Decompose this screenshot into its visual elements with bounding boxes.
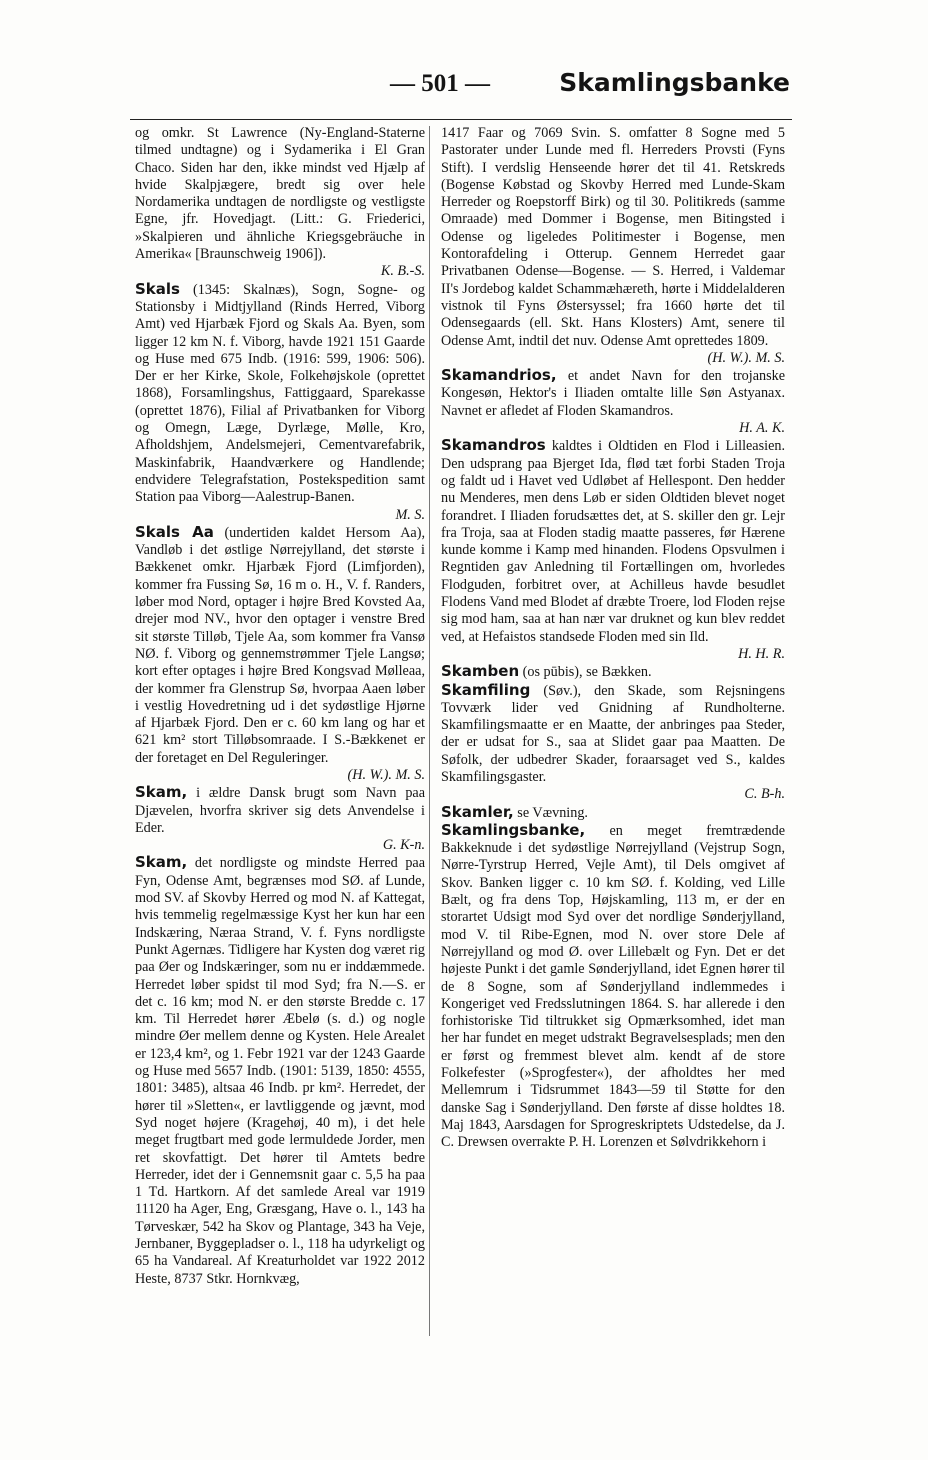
entry-signature: H. H. R. [738, 645, 785, 662]
entry-signature: M. S. [395, 506, 425, 523]
right-column [441, 125, 785, 1152]
entry-headword: Skals Aa [135, 522, 214, 541]
entry-headword: Skamlingsbanke, [441, 820, 586, 839]
entry-skals-aa [135, 524, 425, 767]
column-divider [429, 126, 430, 1336]
entry-text: og omkr. St Lawrence (Ny-England-Staterne tilmed undtagne) og i Sydamerika i El Gran Chaco. Siden har den, ikke mindst ved Hjælp af hvide Skalpjægere, bredt sig over hele Nordamerika undtagen de nordligste og vestligste Egne, jfr. Hovedjagt. (Litt.: G. Friederici, »Skalpieren und ähnliche Kriegsgebräuche in Amerika« [Braunschweig 1906]). [135, 125, 425, 263]
entry-text: 1417 Faar og 7069 Svin. S. omfatter 8 Sogne med 5 Pastorater under Lunde med fl. Herreders Provsti (Fyns Stift). I verdslig Henseende hører det til 41. Retskreds (Bogense Købstad og Skovby Herred med Lunde-Skam Herreder og Roepstorff Birk) og til 30. Politikreds (samme Omraade) med Dommer i Bogense, men Bitingsted i Odense og ligeledes Politimester i Bogense, men Kontorafdeling i Otterup. Gennem Herredet gaar Privatbanen Odense—Bogense. — S. Herred, i Valdemar II's Jordebog kaldet Schammæhæreth, hørte i Middelalderen vistnok til Fyns Østersyssel; fra 1660 hørte det til Odensegaards (ell. Skt. Hans Klosters) Amt, senere til Odense Amt, indtil det nuv. Odense Amt oprettedes 1809. [441, 125, 785, 349]
entry-headword: Skamler, [441, 802, 514, 821]
entry-skamben [441, 663, 785, 681]
entry-headword: Skamandrios, [441, 366, 557, 385]
entry-skamler [441, 804, 785, 822]
entry-headword: Skamfiling [441, 680, 531, 699]
entry-skals [135, 281, 425, 507]
entry-body: det nordligste og mindste Herred paa Fyn, Odense Amt, begrænses mod SØ. af Lunde, mod SV. af Skovby Herred og mod N. af Kattegat, hvis temmelig regelmæssige Kyst her kun har een Indskæring, Næraa Strand, V. f. Fyns nordligste Punkt Agernæs. Tidligere har Kysten dog været rig paa Øer og Indskæringer, som nu er inddæmmede. Herredet løber spidst til mod Syd; fra N.—S. er det c. 16 km; mod N. er den største Bredde c. 17 km. Til Herredet hører Æbelø (s. d.) og nogle mindre Øer mellem denne og Kysten. Hele Arealet er 123,4 km², og 1. Febr 1921 var der 1243 Gaarde og Huse med 5657 Indb. (1901: 5139, 1850: 4555, 1801: 3485), altsaa 46 Indb. pr km². Herredet, der hører til »Sletten«, er lavtliggende og jævnt, mod Syd noget højere (Kragehøj, 40 m), i det hele meget frugtbart med gode lermuldede Jorder, men ret skovfattigt. Det hører til Amtets bedre Herreder, idet der i Gennemsnit gaar c. 5,5 ha paa 1 Td. Hartkorn. Af det samlede Areal var 1919 11120 ha Ager, Eng, Græsgang, Have o. l., 143 ha Tørveskær, 542 ha Skov og Plantage, 343 ha Veje, Jernbaner, Byggepladser o. l., 118 ha udyrkeligt og 65 ha Vandareal. Af Kreaturholdet var 1922 2012 Heste, 8737 Stkr. Hornkvæg, [135, 855, 426, 1287]
entry-signature: (H. W.). M. S. [707, 349, 785, 366]
entry-signature: G. K-n. [382, 837, 425, 854]
entry-body: se Vævning. [517, 804, 588, 821]
entry-body: kaldtes i Oldtiden en Flod i Lilleasien. Den udsprang paa Bjerget Ida, flød tæt forbi Staden Troja og faldt ud i Havet ved Udløbet af Hellespont. Den hedder nu Menderes, men dens Løb er siden Oldtiden blevet noget forandret. I Iliaden forudsættes det, at S. skiller den gr. Lejr fra Troja, saa at Floden stadig maatte passeres, før Hærene kunde komme i Kamp med hinanden. Flodens Opsvulmen i Regntiden gav Anledning til Fortællingen om, hvorledes Flodguden, forbitret over, at Achilleus havde besudlet Flodens Vand med Blodet af dræbte Troere, lod Floden rejse sig mod ham, saa at han nær var druknet og kun blev reddet ved, at Hefaistos standsede Floden med sin Ild. [441, 438, 786, 645]
entry-body: (undertiden kaldet Hersom Aa), Vandløb i det østlige Nørrejylland, det største i Bækkenet omkr. Hjarbæk Fjord (Limfjorden), kommer fra Fussing Sø, 16 m o. H., V. f. Randers, løber mod Nord, optager i højre Bred Kovsted Aa, drejer mod NV., hvor den optager i venstre Bred sit største Tilløb, Tjele Aa, som kommer fra Vansø NØ. f. Viborg og gennemstrømmer Tjele Langsø; kort efter optages i højre Bred Kongsvad Mølleaa, der kommer fra Glenstrup Sø, hvorpaa Aaen løber i vestlig Hovedretning ud i det sydøstlige Hjørne af Hjarbæk Fjord. Den er c. 60 km lang og har et 621 km² stort Tilløbsomraade. I S.-Bækkenet er der foretaget en Del Reguleringer. [135, 524, 426, 766]
entry-headword: Skam, [135, 853, 188, 872]
entry-headword: Skam, [135, 783, 188, 802]
entry-skamfiling [441, 682, 785, 787]
entry-signature: H. A. K. [739, 420, 785, 437]
entry-signature: C. B-h. [744, 786, 785, 803]
entry-body: (1345: Skalnæs), Sogn, Sogne- og Stationsby i Midtjylland (Rinds Herred, Viborg Amt) ved Hjarbæk Fjord og Skals Aa. Byen, som ligger 12 km N. f. Viborg, havde 1921 151 Gaarde og Huse med 675 Indb. (1916: 599, 1906: 506). Der er her Kirke, Skole, Folkehøjskole (oprettet 1868), Forsamlingshus, Fattiggaard, Sparekasse (oprettet 1876), Filial af Privatbanken for Viborg og Omegn, Læge, Dyrlæge, Mølle, Kro, Afholdshjem, Andelsmejeri, Cementvarefabrik, Maskinfabrik, Haandværkere og Handlende; endvidere Telegrafstation, Postekspedition samt Station paa Viborg—Aalestrup-Banen. [135, 281, 425, 506]
page-number: — 501 — [390, 70, 490, 97]
entry-skam-2 [135, 854, 425, 1287]
entry-signature: (H. W.). M. S. [347, 766, 425, 783]
header-rule [130, 119, 792, 120]
entry-body: et andet Navn for den trojanske Kongesøn, Hektor's i Iliaden omtalte lille Søn Astyanax. Navnet er afledet af Floden Skamandros. [441, 368, 786, 419]
entry-body: (Søv.), den Skade, som Rejsningens Tovværk lider ved Gnidning af Rundholterne. Skamfilingsmaatte er en Maatte, der anbringes paa Steder, der er udsat for S., saa at Slidet gaar paa Maatten. De Søfolk, der udbedrer Skader, foraarsaget ved S., kaldes Skamfilingsgaster. [441, 682, 785, 785]
running-head: Skamlingsbanke [559, 68, 790, 97]
entry-skamlingsbanke [441, 822, 785, 1152]
entry-skamandros [441, 437, 785, 646]
entry-headword: Skamandros [441, 436, 546, 455]
entry-skamandrios [441, 367, 785, 420]
entry-body: (os pūbis), se Bækken. [522, 664, 652, 681]
entry-headword: Skamben [441, 662, 520, 681]
entry-signature: K. B.-S. [380, 263, 425, 280]
entry-body: i ældre Dansk brugt som Navn paa Djævelen, hvorfra skriver sig dets Anvendelse i Eder. [135, 785, 426, 836]
entry-skam-1 [135, 784, 425, 837]
entry-body: en meget fremtrædende Bakkeknude i det sydøstlige Nørrejylland (Vejstrup Sogn, Nørre-Tyrstrup Herred, Vejle Amt), til Dels omgivet af Skov. Banken ligger c. 10 km SØ. f. Kolding, ved Lille Bælt, og fra dens Top, Højskamling, 113 m, er der en storartet Udsigt mod Syd over det nordlige Sønderjylland, mod V. til Ribe-Egnen, mod N. over store Dele af Nørrejylland og mod Ø. over Lillebælt og Fyn. Det er det højeste Punkt i det gamle Sønderjylland, idet Egnen hører til de 8 Sogne, som af Sønderjylland indlemmedes i Kongeriget ved Fredsslutningen 1864. S. har allerede i den forhistoriske Tid tiltrukket sig Opmærksomhed, idet man her har fundet en meget udstrakt Begravelsesplads; men den er først og fremmest blevet alm. kendt af de store Folkefester (»Sprogfester«), der afholdtes her med Mellemrum i Tidsrummet 1843—59 til Støtte for den danske Sag i Sønderjylland. Den første af disse holdtes 18. Maj 1843, Aarsdagen for Sprogreskriptets Udstedelse, da J. C. Drewsen overrakte P. H. Lorenzen et Sølvdrikkehorn i [441, 822, 786, 1151]
page-header [128, 66, 790, 106]
left-column [135, 125, 425, 1288]
entry-headword: Skals [135, 279, 180, 298]
